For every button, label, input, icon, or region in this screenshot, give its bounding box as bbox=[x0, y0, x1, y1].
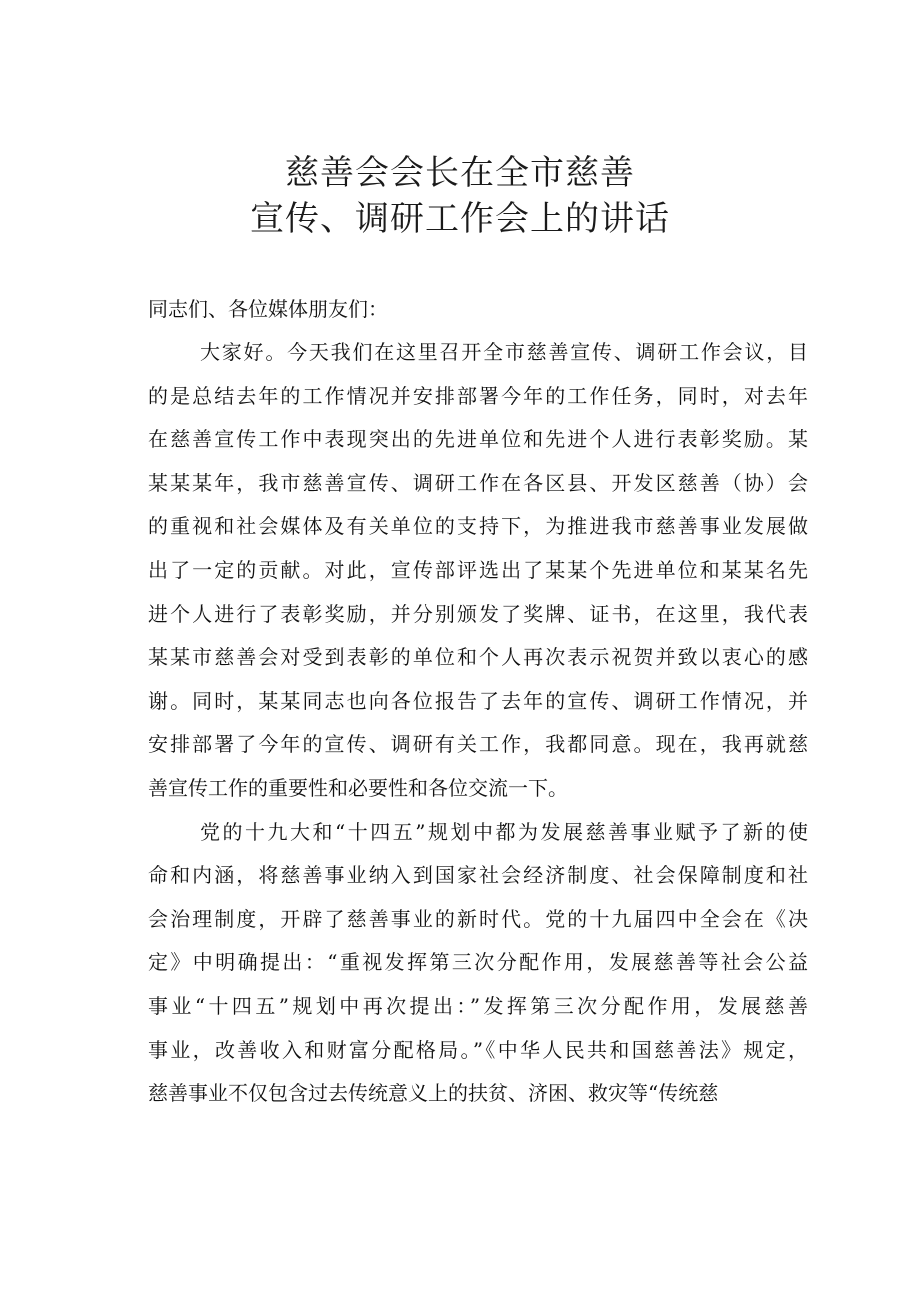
salutation: 同志们、各位媒体朋友们： bbox=[148, 297, 388, 321]
title-line-2: 宣传、调研工作会上的讲话 bbox=[250, 199, 670, 239]
paragraph-line: 党的十九大和“十四五”规划中都为发展慈善事业赋予了新的使 bbox=[200, 819, 808, 844]
paragraph-line: 某某某年，我市慈善宣传、调研工作在各区县、开发区慈善（协）会 bbox=[148, 470, 808, 495]
paragraph-2 bbox=[148, 811, 808, 1116]
paragraph-line: 的重视和社会媒体及有关单位的支持下，为推进我市慈善事业发展做 bbox=[148, 514, 808, 539]
paragraph-line: 事业，改善收入和财富分配格局。”《中华人民共和国慈善法》规定， bbox=[148, 1037, 808, 1062]
paragraph-line: 慈善事业不仅包含过去传统意义上的扶贫、济困、救灾等“传统慈 bbox=[148, 1081, 719, 1106]
document-title bbox=[0, 150, 920, 242]
document-body bbox=[148, 288, 808, 1116]
paragraph-line: 善宣传工作的重要性和必要性和各位交流一下。 bbox=[148, 775, 568, 800]
paragraph-line: 出了一定的贡献。对此，宣传部评选出了某某个先进单位和某某名先 bbox=[148, 557, 808, 582]
paragraph-line: 安排部署了今年的宣传、调研有关工作，我都同意。现在，我再就慈 bbox=[148, 732, 808, 757]
paragraph-line: 大家好。今天我们在这里召开全市慈善宣传、调研工作会议，目 bbox=[200, 340, 808, 364]
paragraph-1 bbox=[148, 331, 808, 811]
paragraph-line: 某某市慈善会对受到表彰的单位和个人再次表示祝贺并致以衷心的感 bbox=[148, 645, 808, 670]
title-line-1: 慈善会会长在全市慈善 bbox=[285, 153, 635, 193]
paragraph-line: 会治理制度，开辟了慈善事业的新时代。党的十九届四中全会在《决 bbox=[148, 906, 808, 931]
paragraph-line: 事业“十四五”规划中再次提出：”发挥第三次分配作用，发展慈善 bbox=[148, 993, 808, 1018]
paragraph-line: 进个人进行了表彰奖励，并分别颁发了奖牌、证书，在这里，我代表 bbox=[148, 601, 808, 626]
paragraph-line: 在慈善宣传工作中表现突出的先进单位和先进个人进行表彰奖励。某 bbox=[148, 427, 808, 452]
paragraph-line: 命和内涵，将慈善事业纳入到国家社会经济制度、社会保障制度和社 bbox=[148, 863, 808, 888]
paragraph-line: 定》中明确提出：“重视发挥第三次分配作用，发展慈善等社会公益 bbox=[148, 950, 808, 975]
paragraph-line: 的是总结去年的工作情况并安排部署今年的工作任务，同时，对去年 bbox=[148, 383, 808, 408]
paragraph-line: 谢。同时，某某同志也向各位报告了去年的宣传、调研工作情况，并 bbox=[148, 688, 808, 713]
